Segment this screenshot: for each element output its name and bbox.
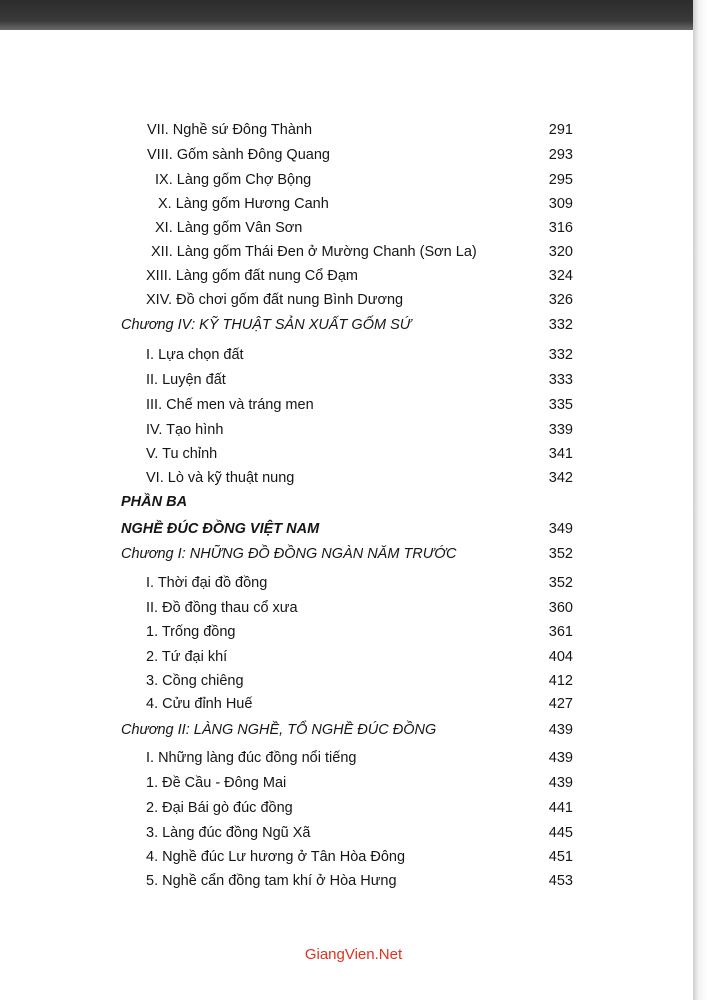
toc-entry-page: 352 — [548, 575, 573, 591]
toc-entry-title: 3. Cồng chiêng — [146, 673, 244, 689]
toc-entry-page: 341 — [548, 446, 573, 462]
toc-entry-title: IV. Tạo hình — [146, 422, 224, 438]
toc-chapter-heading — [0, 542, 707, 566]
toc-entry-page: 453 — [548, 873, 573, 889]
toc-part-title — [0, 517, 707, 541]
toc-entry — [0, 845, 707, 869]
toc-entry-title: X. Làng gốm Hương Canh — [158, 196, 329, 212]
toc-entry-page: 441 — [548, 800, 573, 816]
toc-entry — [0, 645, 707, 669]
toc-entry-page: 445 — [548, 825, 573, 841]
toc-entry-title: 5. Nghề cẩn đồng tam khí ở Hòa Hưng — [146, 873, 397, 889]
toc-entry — [0, 418, 707, 442]
toc-entry — [0, 168, 707, 192]
toc-entry-title: VIII. Gốm sành Đông Quang — [147, 147, 330, 163]
toc-entry-page: 439 — [548, 722, 573, 738]
toc-entry-page: 342 — [548, 470, 573, 486]
toc-entry-page: 326 — [548, 292, 573, 308]
toc-entry-title: I. Lựa chọn đất — [146, 347, 244, 363]
toc-entry-title: Chương IV: KỸ THUẬT SẢN XUẤT GỐM SỨ — [121, 317, 412, 333]
toc-entry — [0, 746, 707, 770]
toc-entry-page: 360 — [548, 600, 573, 616]
toc-entry-page: 316 — [548, 220, 573, 236]
toc-entry — [0, 692, 707, 716]
toc-entry-title: XIII. Làng gốm đất nung Cổ Đạm — [146, 268, 358, 284]
toc-chapter-heading — [0, 718, 707, 742]
toc-entry-page: 309 — [548, 196, 573, 212]
toc-entry-title: I. Những làng đúc đồng nổi tiếng — [146, 750, 357, 766]
toc-entry-title: IX. Làng gốm Chợ Bộng — [155, 172, 312, 188]
toc-entry-title: Chương II: LÀNG NGHỀ, TỔ NGHỀ ĐÚC ĐỒNG — [121, 722, 437, 738]
toc-entry — [0, 466, 707, 490]
toc-entry — [0, 288, 707, 312]
toc-entry-page: 333 — [548, 372, 573, 388]
toc-entry-title: XI. Làng gốm Vân Sơn — [155, 220, 303, 236]
toc-entry — [0, 264, 707, 288]
toc-part-label: PHẦN BA — [121, 494, 188, 510]
toc-entry-page: 404 — [548, 649, 573, 665]
toc-entry — [0, 669, 707, 693]
toc-entry-page: 427 — [548, 696, 573, 712]
toc-entry — [0, 596, 707, 620]
toc-entry-page: 320 — [548, 244, 573, 260]
toc-entry-title: 2. Tứ đại khí — [146, 649, 228, 665]
toc-entry-page: 332 — [548, 347, 573, 363]
toc-entry-page: 439 — [548, 750, 573, 766]
toc-entry-title: III. Chế men và tráng men — [146, 397, 314, 413]
toc-entry-title: VII. Nghề sứ Đông Thành — [147, 122, 313, 138]
toc-entry — [0, 240, 707, 264]
toc-entry-title: 1. Đề Cầu - Đông Mai — [146, 775, 287, 791]
toc-entry — [0, 796, 707, 820]
toc-entry-title: VI. Lò và kỹ thuật nung — [146, 470, 295, 486]
watermark-text: GiangVien.Net — [304, 946, 403, 963]
toc-entry-page: 335 — [548, 397, 573, 413]
toc-entry-title: NGHỀ ĐÚC ĐỒNG VIỆT NAM — [121, 521, 320, 537]
toc-entry — [0, 571, 707, 595]
toc-entry — [0, 821, 707, 845]
toc-entry-page: 451 — [548, 849, 573, 865]
toc-part-heading — [0, 490, 707, 514]
toc-entry-title: II. Đồ đồng thau cổ xưa — [146, 600, 298, 616]
toc-entry-title: XIV. Đồ chơi gốm đất nung Bình Dương — [146, 292, 404, 308]
toc-entry-title: 2. Đại Bái gò đúc đồng — [146, 800, 293, 816]
toc-entry-title: 4. Nghề đúc Lư hương ở Tân Hòa Đông — [146, 849, 406, 865]
toc-entry-page: 291 — [548, 122, 573, 138]
toc-entry — [0, 869, 707, 893]
toc-entry — [0, 771, 707, 795]
toc-entry-title: 3. Làng đúc đồng Ngũ Xã — [146, 825, 311, 841]
toc-entry — [0, 192, 707, 216]
toc-entry-title: II. Luyện đất — [146, 372, 226, 388]
toc-entry-page: 361 — [548, 624, 573, 640]
toc-entry-page: 293 — [548, 147, 573, 163]
toc-entry — [0, 393, 707, 417]
toc-entry-title: Chương I: NHỮNG ĐỒ ĐỒNG NGÀN NĂM TRƯỚC — [121, 546, 457, 562]
toc-entry — [0, 620, 707, 644]
toc-entry-page: 324 — [548, 268, 573, 284]
toc-entry — [0, 368, 707, 392]
toc-entry-title: V. Tu chỉnh — [146, 446, 218, 462]
toc-entry — [0, 343, 707, 367]
toc-entry-page: 352 — [548, 546, 573, 562]
toc-chapter-heading — [0, 313, 707, 337]
toc-entry-title: 1. Trống đồng — [146, 624, 236, 640]
toc-entry-page: 439 — [548, 775, 573, 791]
toc-entry-title: 4. Cửu đỉnh Huế — [146, 696, 253, 712]
toc-entry — [0, 143, 707, 167]
toc-entry-title: XII. Làng gốm Thái Đen ở Mường Chanh (Sơn La) — [151, 244, 477, 260]
toc-entry-page: 332 — [548, 317, 573, 333]
toc-entry — [0, 216, 707, 240]
toc-entry-page: 295 — [548, 172, 573, 188]
toc-entry-page: 339 — [548, 422, 573, 438]
toc-entry-page: 412 — [548, 673, 573, 689]
toc-entry-title: I. Thời đại đồ đồng — [146, 575, 268, 591]
toc-entry — [0, 118, 707, 142]
toc-entry-page: 349 — [548, 521, 573, 537]
toc-entry — [0, 442, 707, 466]
